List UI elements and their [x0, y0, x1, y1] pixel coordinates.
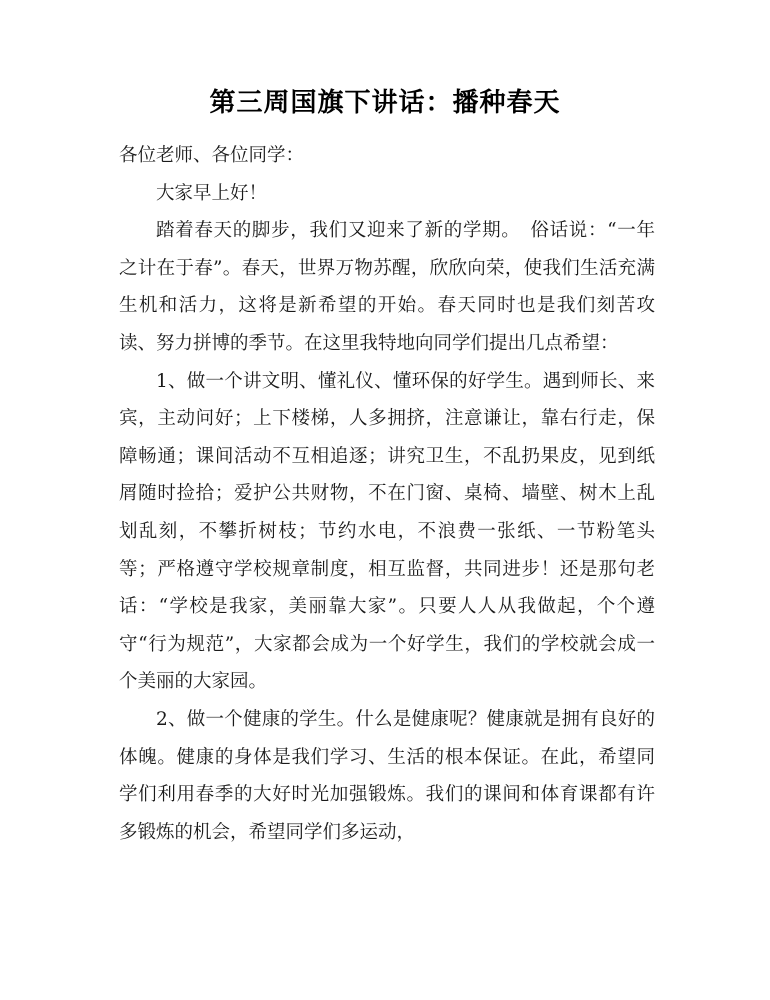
paragraph-greeting: 大家早上好！: [156, 182, 268, 204]
salutation: 各位老师、各位同学：: [119, 145, 305, 166]
speech-body: [119, 137, 655, 851]
paragraph-intro: 踏着春天的脚步，我们又迎来了新的学期。 俗话说：“一年之计在于春”。春天，世界万物苏醒，欣欣向荣，使我们生活充满生机和活力，这将是新希望的开始。春天同时也是我们刻苦攻读、努力拼博的季节。在这里我特地向同学们提出几点希望：: [119, 220, 655, 354]
paragraph-point-2: 2、做一个健康的学生。什么是健康呢？健康就是拥有良好的体魄。健康的身体是我们学习、生活的根本保证。在此，希望同学们利用春季的大好时光加强锻炼。我们的课间和体育课都有许多锻炼的机会，希望同学们多运动，: [119, 708, 655, 843]
paragraph-point-1: 1、做一个讲文明、懂礼仪、懂环保的好学生。遇到师长、来宾，主动问好；上下楼梯，人多拥挤，注意谦让，靠右行走，保障畅通；课间活动不互相追逐；讲究卫生，不乱扔果皮，见到纸屑随时捡拾；爱护公共财物，不在门窗、桌椅、墙壁、树木上乱划乱刻，不攀折树枝；节约水电，不浪费一张纸、一节粉笔头等；严格遵守学校规章制度，相互监督，共同进步！还是那句老话：“学校是我家，美丽靠大家”。只要人人从我做起，个个遵守“行为规范”，大家都会成为一个好学生，我们的学校就会成一个美丽的大家园。: [119, 370, 655, 693]
page-title: 第三周国旗下讲话：播种春天: [209, 88, 561, 118]
